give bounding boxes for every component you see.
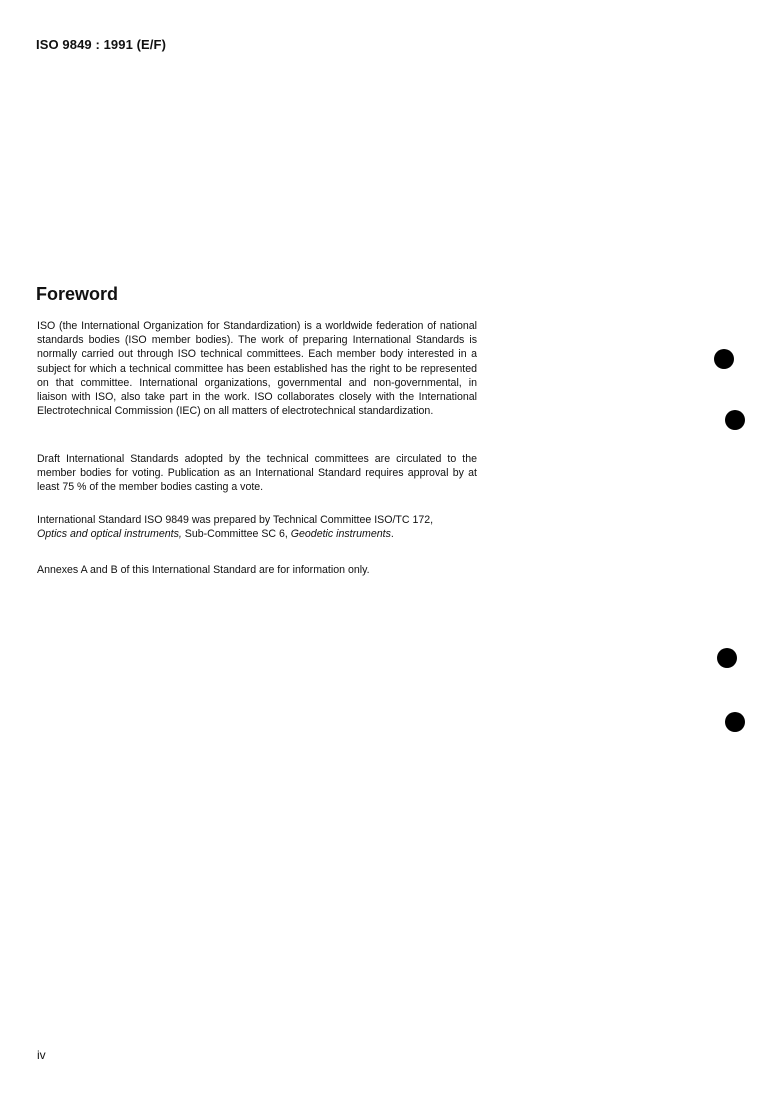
punch-hole-mark: [717, 648, 737, 668]
foreword-paragraph-4: Annexes A and B of this International Standard are for information only.: [37, 564, 370, 576]
committee-name: Optics and optical instruments,: [37, 528, 182, 541]
section-title: Foreword: [36, 284, 119, 304]
p3-text-1: International Standard ISO 9849 was prepared by Technical Committee ISO/TC 172,: [37, 514, 434, 526]
page-number: iv: [37, 1048, 46, 1062]
punch-hole-mark: [725, 410, 745, 430]
foreword-paragraph-2: Draft International Standards adopted by the technical committees are circulated to the member bodies for voting. Publication as an International Standard requires approval by at least 75 % of the member bodies casting a vote.: [37, 453, 477, 494]
foreword-paragraph-1: ISO (the International Organization for Standardization) is a worldwide federation of national standards bodies (ISO member bodies). The work of preparing International Standards is normally carried out through ISO technical committees. Each member body interested in a subject for which a technical committee has been established has the right to be represented on that committee. International organizations, governmental and non-governmental, in liaison with ISO, also take part in the work. ISO collaborates closely with the International Electrotechnical Commission (IEC) on all matters of electrotechnical standardization.: [37, 320, 477, 418]
p3-text-5: .: [390, 528, 394, 541]
document-header: ISO 9849 : 1991 (E/F): [36, 37, 166, 52]
p3-text-3: Sub-Committee SC 6,: [181, 528, 291, 541]
subcommittee-name: Geodetic instruments: [290, 528, 391, 541]
foreword-paragraph-3: [37, 513, 477, 541]
punch-hole-mark: [725, 712, 745, 732]
punch-hole-mark: [714, 349, 734, 369]
